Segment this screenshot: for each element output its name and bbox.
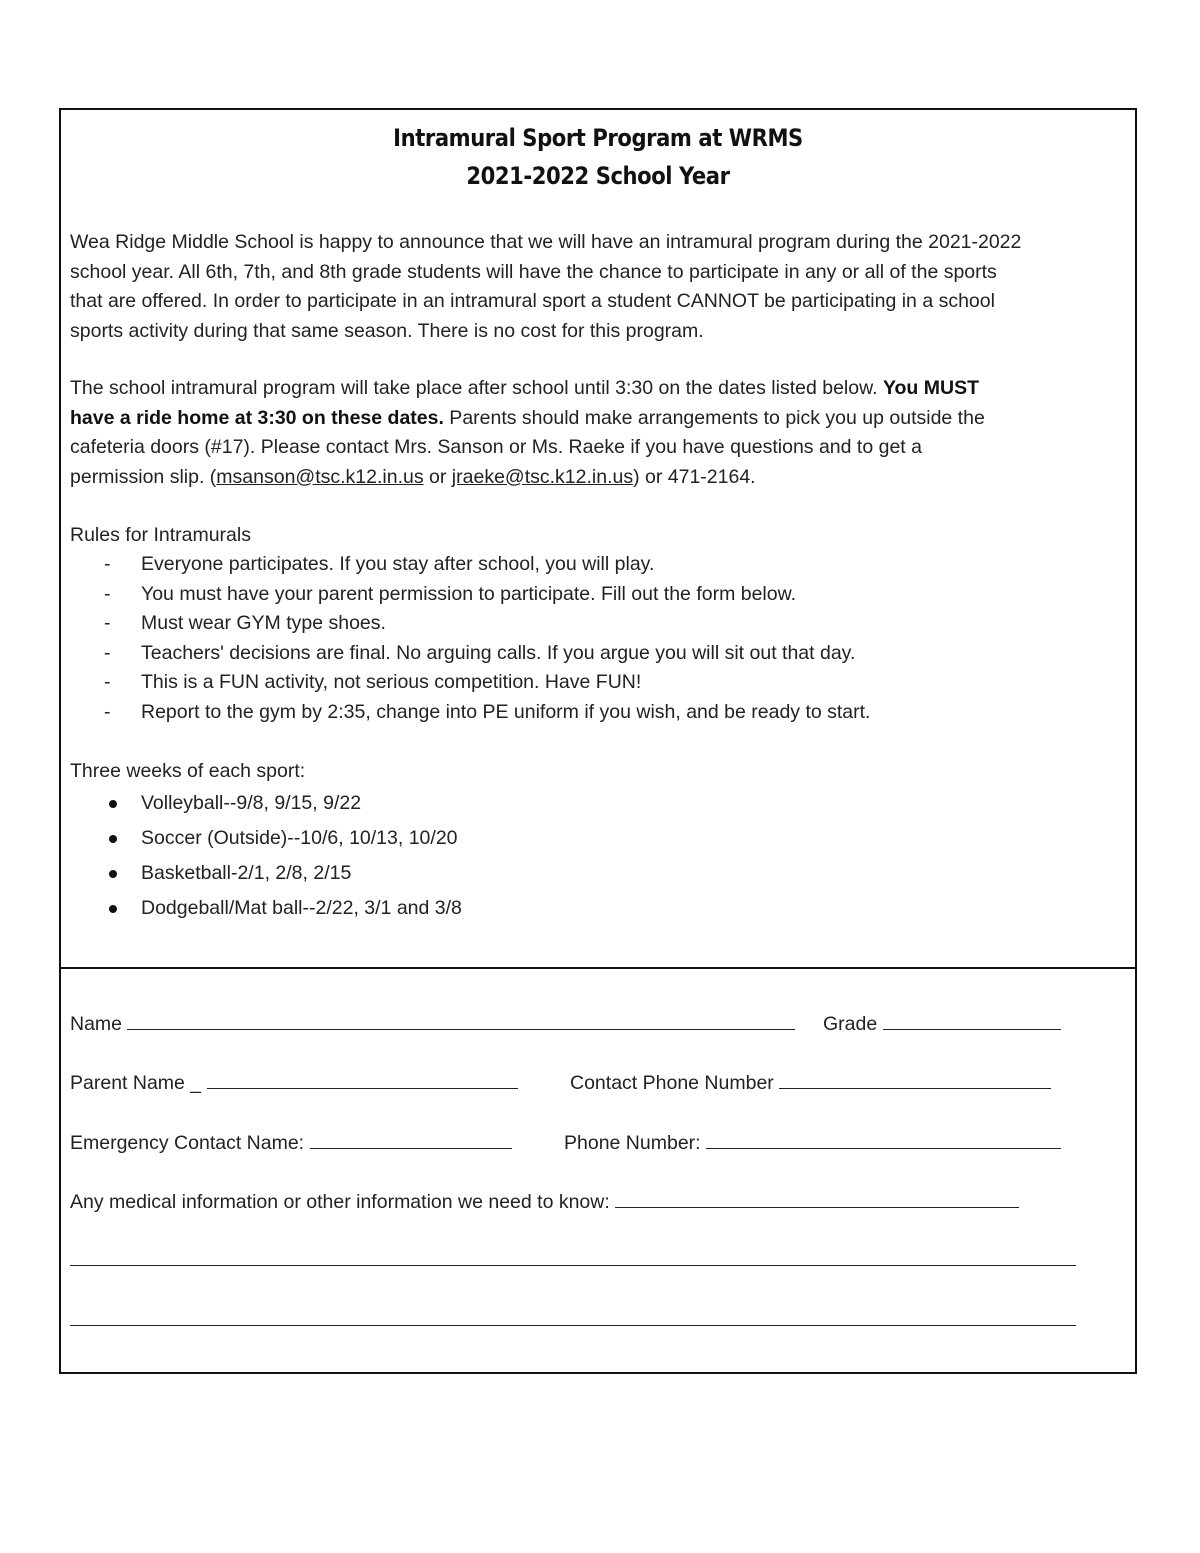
rule-item [70, 668, 870, 698]
ride-warning: have a ride home at 3:30 on these dates. [70, 406, 444, 429]
rule-text: This is a FUN activity, not serious competition. Have FUN! [141, 671, 642, 693]
medical-info-line-2[interactable] [70, 1247, 1076, 1266]
medical-info-row [70, 1189, 1019, 1215]
name-row [70, 1011, 795, 1037]
rule-item [70, 698, 870, 728]
dash-marker: - [104, 700, 111, 723]
rule-text: Must wear GYM type shoes. [141, 612, 386, 634]
parent-name-row [70, 1070, 518, 1096]
grade-field[interactable] [883, 1011, 1061, 1030]
phone-number-field[interactable] [706, 1130, 1061, 1149]
medical-info-extra-row [70, 1247, 1076, 1273]
form-frame [59, 108, 1137, 1374]
intro-line: that are offered. In order to participate in an intramural sport a student CANNOT be participating in a school [70, 290, 995, 312]
rule-text: Everyone participates. If you stay after school, you will play. [141, 553, 655, 575]
intro-line: sports activity during that same season. There is no cost for this program. [70, 319, 704, 342]
schedule-text: or [423, 465, 452, 488]
sport-item [70, 786, 462, 821]
schedule-line: cafeteria doors (#17). Please contact Mrs. Sanson or Ms. Raeke if you have questions and to get a [70, 436, 922, 458]
info-section [61, 110, 1135, 969]
name-field[interactable] [127, 1011, 795, 1030]
sport-item [70, 856, 462, 891]
rules-list [70, 550, 870, 727]
phone-number-label: Phone Number: [564, 1132, 701, 1154]
emergency-contact-row [70, 1130, 512, 1156]
schedule-text: Parents should make arrangements to pick you up outside the [443, 406, 985, 429]
bullet-icon [109, 835, 117, 843]
dash-marker: - [104, 641, 111, 664]
grade-label: Grade [823, 1013, 878, 1035]
rule-item [70, 609, 870, 639]
rule-item [70, 550, 870, 580]
page-title: Intramural Sport Program at WRMS [393, 124, 803, 152]
permission-form [61, 969, 1135, 1372]
sport-text: Volleyball--9/8, 9/15, 9/22 [141, 792, 362, 814]
email-link-sanson[interactable]: msanson@tsc.k12.in.us [216, 465, 424, 488]
schedule-text: ) or 471-2164. [633, 465, 756, 488]
contact-phone-row [570, 1070, 1051, 1096]
phone-number-row [564, 1130, 1061, 1156]
intro-paragraph [70, 228, 1021, 346]
sport-item [70, 891, 462, 926]
parent-name-field[interactable] [207, 1070, 518, 1089]
dash-marker: - [104, 553, 111, 575]
sport-text: Basketball-2/1, 2/8, 2/15 [141, 862, 352, 884]
contact-phone-field[interactable] [779, 1070, 1051, 1089]
bullet-icon [109, 870, 117, 878]
emergency-contact-label: Emergency Contact Name: [70, 1132, 305, 1154]
emergency-contact-field[interactable] [310, 1130, 512, 1149]
dash-marker: - [104, 612, 111, 634]
parent-name-label: Parent Name _ [70, 1072, 202, 1094]
schedule-line [70, 404, 985, 434]
dash-marker: - [104, 582, 111, 605]
name-label: Name [70, 1013, 123, 1035]
schedule-line [70, 374, 985, 404]
rules-heading: Rules for Intramurals [70, 524, 251, 546]
rule-text: You must have your parent permission to participate. Fill out the form below. [141, 582, 797, 605]
sports-list [70, 786, 462, 926]
dash-marker: - [104, 671, 111, 693]
schedule-line [70, 463, 985, 493]
schedule-text: The school intramural program will take place after school until 3:30 on the dates listed below. [70, 377, 883, 399]
grade-row [823, 1011, 1061, 1037]
contact-phone-label: Contact Phone Number [570, 1072, 774, 1094]
medical-info-line-3[interactable] [70, 1307, 1076, 1326]
intro-line: Wea Ridge Middle School is happy to announce that we will have an intramural program during the 2021-2022 [70, 231, 1022, 253]
schedule-text: permission slip. ( [70, 465, 217, 488]
email-link-raeke[interactable]: jraeke@tsc.k12.in.us [451, 465, 634, 488]
rule-text: Report to the gym by 2:35, change into PE uniform if you wish, and be ready to start. [141, 700, 871, 723]
bullet-icon [109, 905, 117, 913]
rule-item [70, 580, 870, 610]
bullet-icon [109, 800, 117, 808]
medical-info-label: Any medical information or other information we need to know: [70, 1191, 610, 1213]
sport-text: Soccer (Outside)--10/6, 10/13, 10/20 [141, 827, 458, 849]
schedule-paragraph [70, 374, 985, 492]
sport-item [70, 821, 462, 856]
rule-item [70, 639, 870, 669]
page-subtitle: 2021-2022 School Year [466, 162, 730, 190]
medical-info-extra-row [70, 1307, 1076, 1333]
medical-info-field[interactable] [615, 1189, 1019, 1208]
sports-heading: Three weeks of each sport: [70, 760, 306, 782]
rule-text: Teachers' decisions are final. No arguing calls. If you argue you will sit out that day. [141, 641, 856, 664]
sport-text: Dodgeball/Mat ball--2/22, 3/1 and 3/8 [141, 897, 462, 919]
intro-line: school year. All 6th, 7th, and 8th grade students will have the chance to participate in any or all of the sports [70, 260, 997, 283]
ride-warning: You MUST [882, 377, 979, 399]
